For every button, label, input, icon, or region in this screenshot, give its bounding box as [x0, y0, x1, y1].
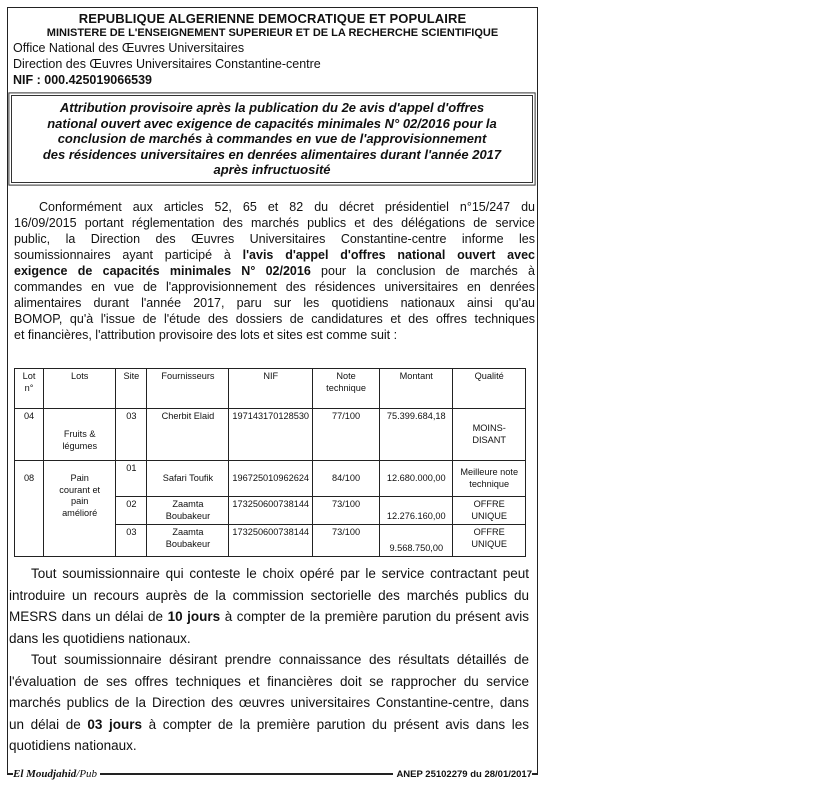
cell-site: 03: [116, 409, 147, 461]
office-name: Office National des Œuvres Universitaires: [13, 41, 245, 55]
footer-rule: [100, 773, 393, 774]
cell-qualite: MOINS-DISANT: [453, 409, 526, 461]
closing-paragraphs: [9, 563, 529, 757]
intro-line: [14, 263, 535, 279]
intro-line: alimentaires durant l'année 2017, paru sur les quotidiens nationaux ainsi qu'au: [14, 296, 535, 310]
cell-qualite: Meilleure note technique: [453, 461, 526, 497]
intro-line: [14, 247, 535, 263]
resultats-line: Tout soumissionnaire désirant prendre connaissance des résultats détaillés de: [31, 652, 529, 667]
delay-03-days: 03 jours: [87, 716, 142, 732]
header-lot-number: Lot n°: [15, 369, 44, 409]
cell-fournisseur: Zaamta Boubakeur: [147, 525, 229, 557]
header-qualite: Qualité: [453, 369, 526, 409]
cell-qualite: OFFRE UNIQUE: [453, 497, 526, 525]
cell-montant: 12.276.160,00: [380, 497, 453, 525]
resultats-line: quotidiens nationaux.: [9, 738, 137, 753]
cell-nif: 173250600738144: [229, 497, 313, 525]
intro-bold-text: exigence de capacités minimales N° 02/2016: [14, 264, 311, 278]
header-fournisseurs: Fournisseurs: [147, 369, 229, 409]
intro-line: Conformément aux articles 52, 65 et 82 du décret présidentiel n°15/247 du: [39, 200, 535, 214]
footer-rule: [532, 773, 538, 774]
cell-nif: 197143170128530: [229, 409, 313, 461]
resultats-line: l'évaluation de ses offres techniques et financières doit se rapprocher du service: [9, 673, 529, 689]
delay-10-days: 10 jours: [167, 609, 221, 624]
anep-reference: ANEP 25102279 du 28/01/2017: [396, 768, 532, 780]
title-line: Attribution provisoire après la publication du 2e avis d'appel d'offres: [59, 100, 485, 116]
notice-footer: [7, 766, 538, 782]
newspaper-credit: El Moudjahid/Pub: [13, 768, 98, 780]
resultats-line: un délai de 03 jours à compter de la première parution du présent avis dans les: [9, 716, 529, 732]
cell-qualite: OFFRE UNIQUE: [453, 525, 526, 557]
cell-fournisseur: Zaamta Boubakeur: [147, 497, 229, 525]
title-line: après infructuosité: [213, 162, 331, 178]
table-row: [15, 461, 526, 497]
intro-paragraph: [14, 199, 535, 343]
header-lots: Lots: [44, 369, 116, 409]
intro-text: soumissionnaires ayant participé à: [14, 248, 243, 262]
intro-bold-text: l'avis d'appel d'offres national ouvert avec: [242, 248, 535, 262]
table-header-row: [15, 369, 526, 409]
header-montant: Montant: [380, 369, 453, 409]
recours-line: introduire un recours auprès de la commission sectorielle des marchés publics du: [9, 587, 529, 603]
intro-text: pour la conclusion de marchés à: [310, 264, 535, 278]
cell-note: 84/100: [313, 461, 380, 497]
title-line: conclusion de marchés à commandes en vue de l'approvisionnement: [57, 131, 487, 147]
cell-fournisseur: Safari Toufik: [147, 461, 229, 497]
cell-fournisseur: Cherbit Elaid: [147, 409, 229, 461]
intro-line: 16/09/2015 portant réglementation des marchés publics et des délégations de service: [14, 216, 535, 230]
cell-site: 03: [116, 525, 147, 557]
cell-lots: Pain courant et pain amélioré: [44, 461, 116, 557]
cell-montant: 9.568.750,00: [380, 525, 453, 557]
attribution-table: [14, 368, 526, 557]
cell-lot: 08: [15, 461, 44, 557]
cell-montant: 12.680.000,00: [380, 461, 453, 497]
title-line: des résidences universitaires en denrées alimentaires durant l'année 2017: [42, 146, 502, 162]
cell-site: 01: [116, 461, 147, 497]
cell-note: 73/100: [313, 497, 380, 525]
ministry-heading: MINISTERE DE L'ENSEIGNEMENT SUPERIEUR ET DE LA RECHERCHE SCIENTIFIQUE: [46, 27, 499, 39]
title-line: national ouvert avec exigence de capacités minimales N° 02/2016 pour la: [47, 115, 497, 131]
intro-line: BOMOP, qu'à l'issue de l'étude des dossiers de candidatures et des offres techniques: [14, 312, 535, 326]
intro-line: commandes en vue de l'approvisionnement des résidences universitaires en denrées: [14, 280, 535, 294]
republic-heading: REPUBLIQUE ALGERIENNE DEMOCRATIQUE ET POPULAIRE: [78, 11, 467, 26]
header-note-technique: Note technique: [313, 369, 380, 409]
recours-line: Tout soumissionnaire qui conteste le choix opéré par le service contractant peut: [31, 566, 529, 581]
resultats-line: marchés publics de la Direction des œuvres universitaires Constantine-centre, dans: [9, 695, 529, 710]
header-nif: NIF: [229, 369, 313, 409]
notice-title-box: [11, 95, 533, 183]
cell-lots: Fruits & légumes: [44, 409, 116, 461]
cell-note: 73/100: [313, 525, 380, 557]
table-row: [15, 409, 526, 461]
cell-note: 77/100: [313, 409, 380, 461]
cell-montant: 75.399.684,18: [380, 409, 453, 461]
recours-line: dans les quotidiens nationaux.: [9, 630, 191, 646]
direction-name: Direction des Œuvres Universitaires Constantine-centre: [13, 57, 321, 71]
cell-nif: 173250600738144: [229, 525, 313, 557]
cell-nif: 196725010962624: [229, 461, 313, 497]
recours-line: MESRS dans un délai de 10 jours à compter de la première parution du présent avis: [9, 609, 529, 624]
cell-lot: 04: [15, 409, 44, 461]
nif-line: NIF : 000.425019066539: [13, 73, 152, 87]
intro-line: et financières, l'attribution provisoire des lots et sites est comme suit :: [14, 328, 398, 342]
header-site: Site: [116, 369, 147, 409]
intro-line: public, la Direction des Œuvres Universitaires Constantine-centre informe les: [14, 232, 535, 246]
notice-header: [8, 11, 537, 88]
cell-site: 02: [116, 497, 147, 525]
